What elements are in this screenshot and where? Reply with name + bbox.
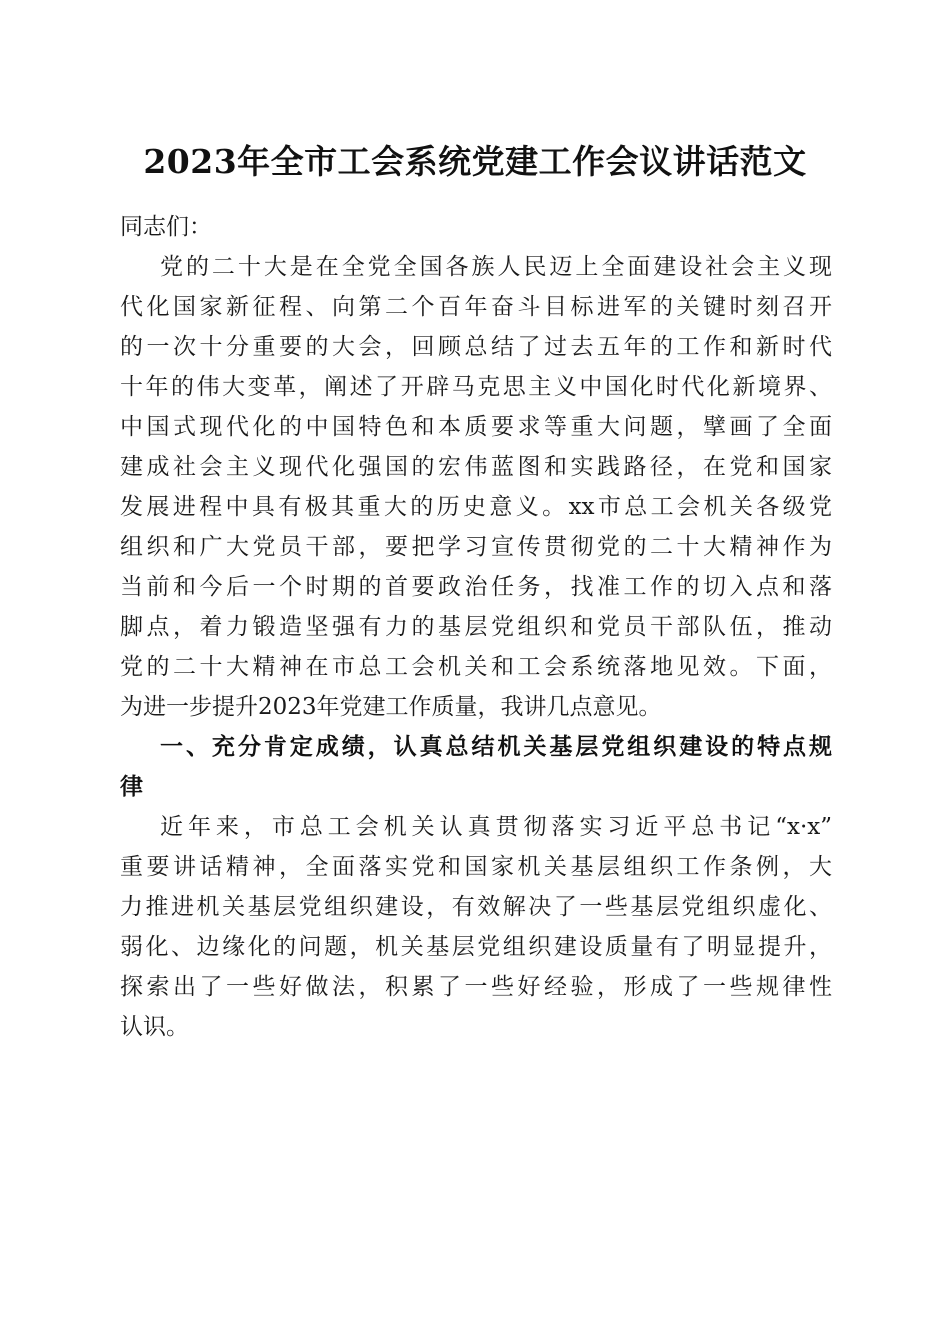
paragraph-line: 的一次十分重要的大会，回顾总结了过去五年的工作和新时代: [120, 334, 832, 360]
paragraph-line: 近年来，市总工会机关认真贯彻落实习近平总书记“x·x”: [160, 814, 832, 840]
paragraph-2: [120, 807, 832, 1047]
paragraph-line: 力推进机关基层党组织建设，有效解决了一些基层党组织虚化、: [120, 894, 832, 920]
paragraph-line: 弱化、边缘化的问题，机关基层党组织建设质量有了明显提升，: [120, 934, 832, 960]
paragraph-line: 党的二十大精神在市总工会机关和工会系统落地见效。下面，: [120, 654, 832, 680]
paragraph-line: 脚点，着力锻造坚强有力的基层党组织和党员干部队伍，推动: [120, 614, 832, 640]
salutation: 同志们：: [120, 214, 212, 240]
heading-line: 律: [120, 774, 143, 800]
paragraph-line: 中国式现代化的中国特色和本质要求等重大问题，擘画了全面: [120, 414, 832, 440]
heading-line: 一、充分肯定成绩，认真总结机关基层党组织建设的特点规: [160, 734, 832, 760]
section-heading-1: [120, 727, 832, 807]
paragraph-line: 重要讲话精神，全面落实党和国家机关基层组织工作条例，大: [120, 854, 832, 880]
paragraph-line: 十年的伟大变革，阐述了开辟马克思主义中国化时代化新境界、: [120, 374, 832, 400]
paragraph-line: 建成社会主义现代化强国的宏伟蓝图和实践路径，在党和国家: [120, 454, 832, 480]
paragraph-line: 党的二十大是在全党全国各族人民迈上全面建设社会主义现: [160, 254, 832, 280]
paragraph-line: 探索出了一些好做法，积累了一些好经验，形成了一些规律性: [120, 974, 832, 1000]
document-title: 2023年全市工会系统党建工作会议讲话范文: [143, 142, 807, 181]
paragraph-line: 代化国家新征程、向第二个百年奋斗目标进军的关键时刻召开: [120, 294, 832, 320]
paragraph-line: 组织和广大党员干部，要把学习宣传贯彻党的二十大精神作为: [120, 534, 832, 560]
paragraph-line: 发展进程中具有极其重大的历史意义。xx市总工会机关各级党: [120, 494, 832, 520]
document-body: [120, 207, 832, 1047]
paragraph-line: 为进一步提升2023年党建工作质量，我讲几点意见。: [120, 694, 662, 720]
paragraph-line: 认识。: [120, 1014, 189, 1040]
paragraph-line: 当前和今后一个时期的首要政治任务，找准工作的切入点和落: [120, 574, 832, 600]
paragraph-1: [120, 247, 832, 727]
